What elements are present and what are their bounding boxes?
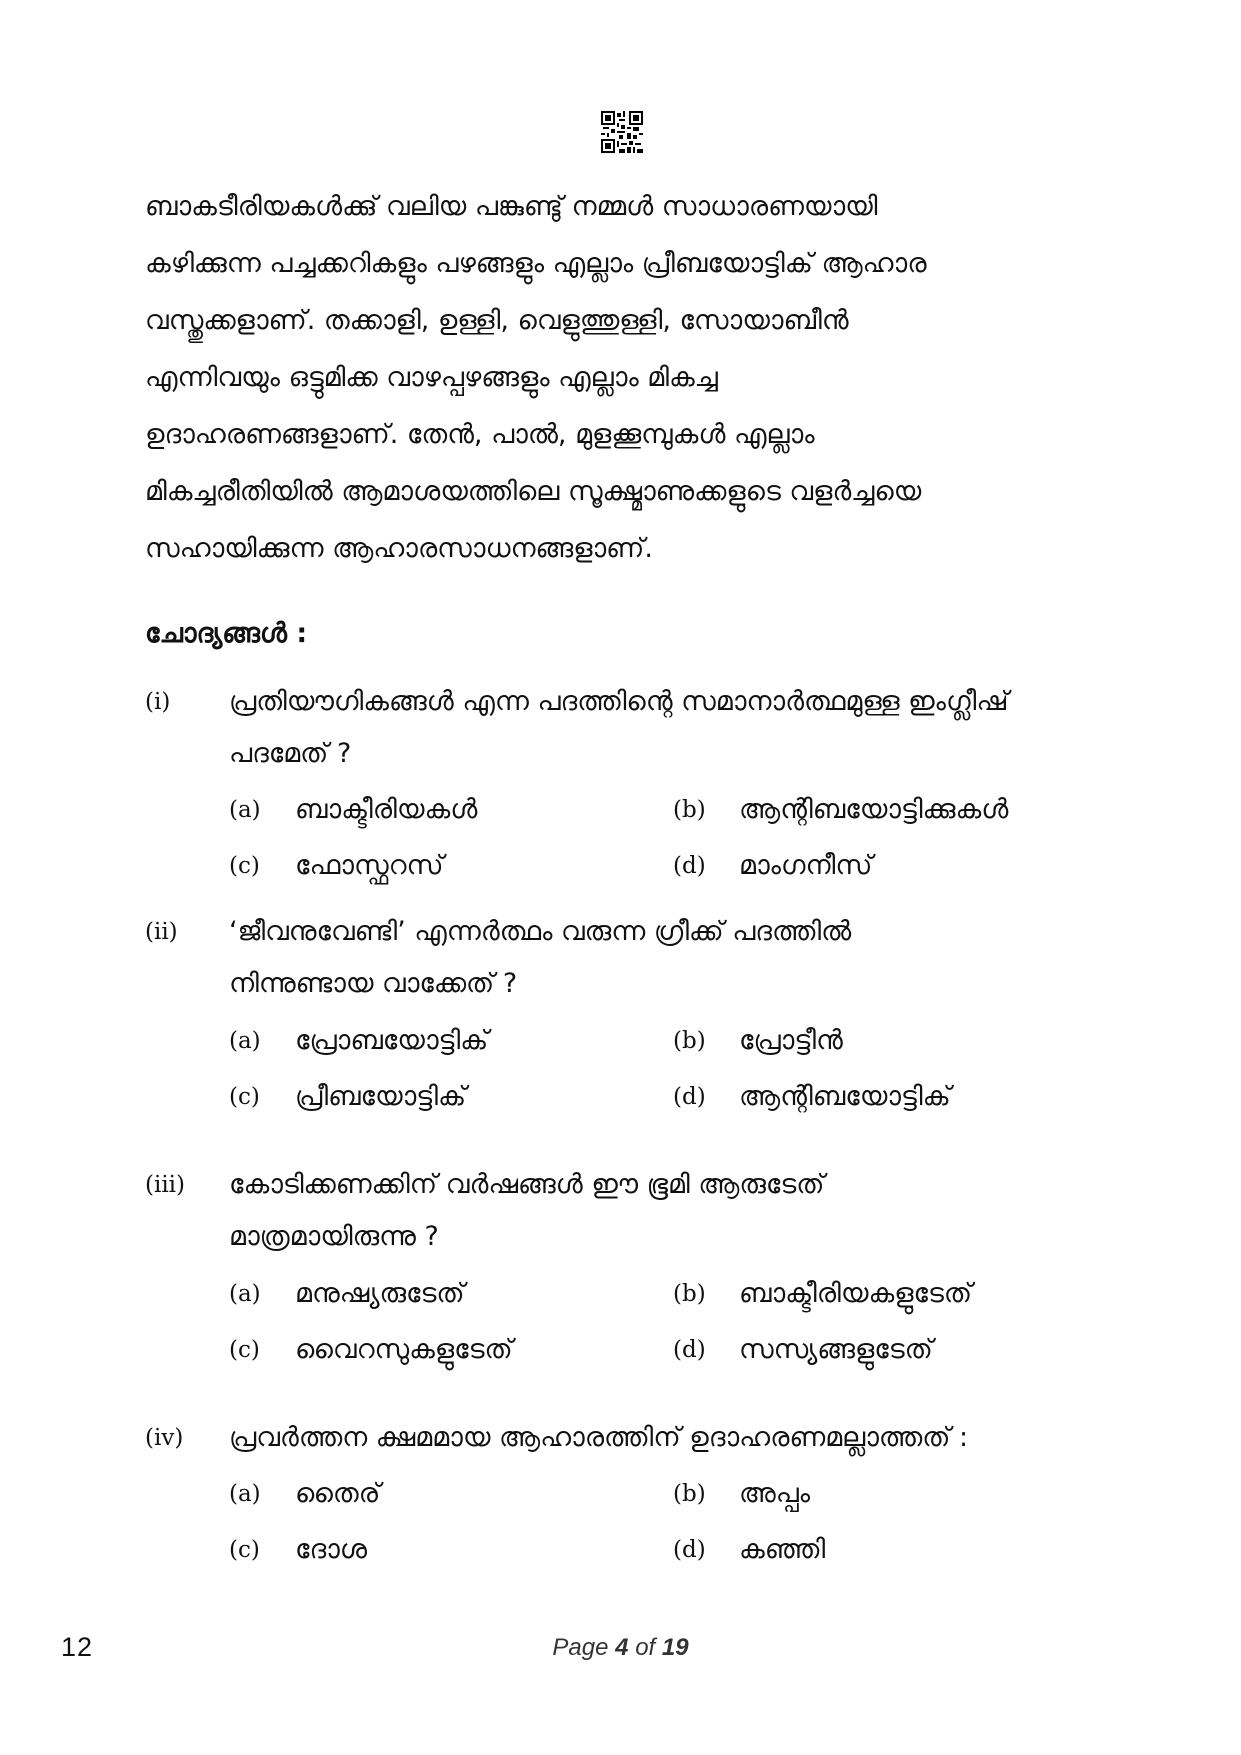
question-2-number: (ii) <box>145 919 178 945</box>
total-pages: 19 <box>661 1634 689 1661</box>
option-letter: (a) <box>229 1281 261 1307</box>
question-1-text <box>229 676 1008 780</box>
paragraph-line: ഉദാഹരണങ്ങളാണ്. തേൻ, പാൽ, മുളക്കൂമ്പുകൾ എല്ലാം <box>145 419 815 450</box>
option-letter: (d) <box>673 853 706 879</box>
question-2-option-a[interactable] <box>229 1021 649 1061</box>
option-letter: (d) <box>673 1537 706 1563</box>
option-text: മാംഗനീസ് <box>739 850 873 881</box>
option-letter: (a) <box>229 797 261 823</box>
question-1-option-d[interactable] <box>673 846 1113 886</box>
questions-heading: ചോദ്യങ്ങൾ : <box>145 618 308 649</box>
option-text: ബാക്ടീരിയകൾ <box>295 794 478 825</box>
question-4-option-c[interactable] <box>229 1530 649 1570</box>
question-3-option-c[interactable] <box>229 1330 649 1370</box>
question-4-text <box>229 1412 968 1464</box>
option-text: ഫോസ്ഫറസ് <box>295 850 444 881</box>
option-letter: (c) <box>229 853 260 879</box>
question-line: നിന്നുണ്ടായ വാക്കേത് ? <box>229 968 518 999</box>
option-text: ദോശ <box>295 1534 368 1565</box>
question-2-option-b[interactable] <box>673 1021 1113 1061</box>
option-letter: (b) <box>673 1028 706 1054</box>
page-prefix: Page <box>552 1634 609 1661</box>
option-letter: (c) <box>229 1537 260 1563</box>
option-letter: (d) <box>673 1337 706 1363</box>
current-page: 4 <box>615 1634 629 1661</box>
page-footer <box>0 1634 1241 1662</box>
question-4-option-a[interactable] <box>229 1474 649 1514</box>
question-line: പദമേത് ? <box>229 738 352 769</box>
question-1-option-a[interactable] <box>229 790 649 830</box>
question-3-option-a[interactable] <box>229 1274 649 1314</box>
question-1-option-b[interactable] <box>673 790 1113 830</box>
question-2-option-d[interactable] <box>673 1077 1113 1117</box>
question-line: ‘ജീവനുവേണ്ടി’ എന്നർത്ഥം വരുന്ന ഗ്രീക്ക് പദത്തിൽ <box>229 916 852 947</box>
option-letter: (b) <box>673 797 706 823</box>
question-4-option-b[interactable] <box>673 1474 1113 1514</box>
option-text: വൈറസുകളുടേത് <box>295 1334 513 1365</box>
question-2-text <box>229 906 851 1010</box>
option-text: ആന്റിബയോട്ടിക് <box>739 1081 951 1112</box>
paragraph-line: വസ്തുക്കളാണ്. തക്കാളി, ഉള്ളി, വെളുത്തുള്ളി, സോയാബീൻ <box>145 305 849 336</box>
question-3-number: (iii) <box>145 1172 186 1198</box>
paragraph-line: മികച്ചരീതിയിൽ ആമാശയത്തിലെ സൂക്ഷ്മാണുക്കളുടെ വളർച്ചയെ <box>145 476 922 507</box>
paragraph-line: എന്നിവയും ഒട്ടുമിക്ക വാഴപ്പഴങ്ങളും എല്ലാം മികച്ച <box>145 362 718 393</box>
option-text: കഞ്ഞി <box>739 1534 826 1565</box>
question-line: പ്രവർത്തന ക്ഷമമായ ആഹാരത്തിന് ഉദാഹരണമല്ലാത്തത് : <box>229 1422 969 1453</box>
question-3-option-d[interactable] <box>673 1330 1113 1370</box>
option-letter: (d) <box>673 1084 706 1110</box>
question-1-option-c[interactable] <box>229 846 649 886</box>
page-of: of <box>635 1634 656 1661</box>
option-text: പ്രീബയോട്ടിക് <box>295 1081 467 1112</box>
question-4-option-d[interactable] <box>673 1530 1113 1570</box>
option-text: മനുഷ്യരുടേത് <box>295 1278 465 1309</box>
option-letter: (a) <box>229 1481 261 1507</box>
question-line: മാത്രമായിരുന്നു ? <box>229 1221 439 1252</box>
question-3-option-b[interactable] <box>673 1274 1113 1314</box>
option-letter: (c) <box>229 1084 260 1110</box>
option-letter: (b) <box>673 1481 706 1507</box>
option-text: തൈര് <box>295 1478 381 1509</box>
question-line: കോടിക്കണക്കിന് വർഷങ്ങൾ ഈ ഭൂമി ആരുടേത് <box>229 1169 825 1200</box>
option-text: അപ്പം <box>739 1478 811 1509</box>
question-line: പ്രതിയൗഗികങ്ങൾ എന്ന പദത്തിന്റെ സമാനാർത്ഥമുള്ള ഇംഗ്ലീഷ് <box>229 686 1009 717</box>
paragraph-line: കഴിക്കുന്ന പച്ചക്കറികളും പഴങ്ങളും എല്ലാം പ്രീബയോട്ടിക് ആഹാര <box>145 248 927 279</box>
option-text: സസ്യങ്ങളുടേത് <box>739 1334 933 1365</box>
question-3-text <box>229 1159 824 1263</box>
qr-code-icon <box>601 111 643 153</box>
intro-paragraph <box>145 178 1105 577</box>
option-text: പ്രോട്ടീൻ <box>739 1025 843 1056</box>
option-letter: (a) <box>229 1028 261 1054</box>
option-letter: (c) <box>229 1337 260 1363</box>
paragraph-line: സഹായിക്കുന്ന ആഹാരസാധനങ്ങളാണ്. <box>145 533 653 564</box>
option-letter: (b) <box>673 1281 706 1307</box>
subject-page-number: 12 <box>61 1632 94 1662</box>
option-text: പ്രോബയോട്ടിക് <box>295 1025 489 1056</box>
question-4-number: (iv) <box>145 1425 184 1451</box>
option-text: ബാക്ടീരിയകളുടേത് <box>739 1278 973 1309</box>
question-1-number: (i) <box>145 689 171 715</box>
option-text: ആന്റിബയോട്ടിക്കുകൾ <box>739 794 1009 825</box>
question-2-option-c[interactable] <box>229 1077 649 1117</box>
paragraph-line: ബാകടീരിയകൾക്കു് വലിയ പങ്കുണ്ടു് നമ്മൾ സാധാരണയായി <box>145 191 878 222</box>
